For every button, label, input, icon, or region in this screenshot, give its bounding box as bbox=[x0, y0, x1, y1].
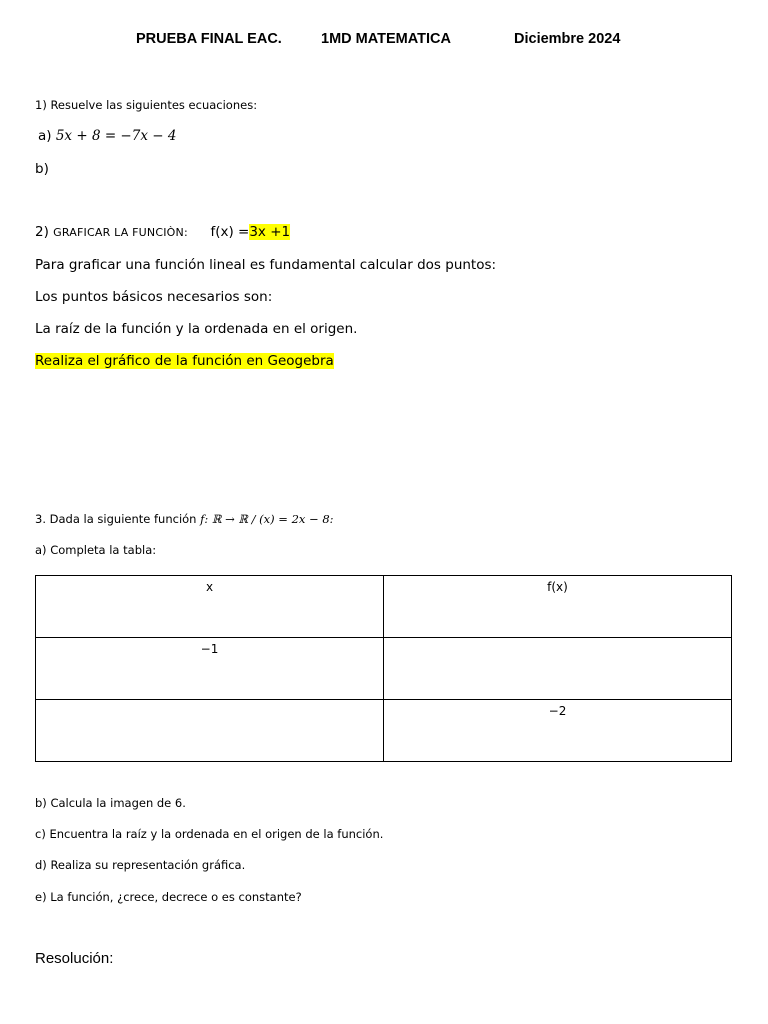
q2-title: GRAFICAR LA FUNCIÒN: bbox=[53, 226, 188, 239]
q2-highlight-text: Realiza el gráfico de la función en Geogebra bbox=[35, 353, 334, 369]
q1-a bbox=[38, 128, 176, 144]
q3-a: a) Completa la tabla: bbox=[35, 543, 157, 557]
exam-date: Diciembre 2024 bbox=[514, 31, 621, 47]
course-name: 1MD MATEMATICA bbox=[321, 31, 451, 47]
q1-a-equation: 5x + 8 = −7x − 4 bbox=[55, 128, 177, 144]
q1-prompt: 1) Resuelve las siguientes ecuaciones: bbox=[35, 98, 258, 112]
q3-function: f: ℝ → ℝ / (x) = 2x − 8: bbox=[200, 512, 334, 526]
exam-title: PRUEBA FINAL EAC. bbox=[136, 31, 282, 47]
q3-d: d) Realiza su representación gráfica. bbox=[35, 858, 246, 872]
q2-highlight-instruction bbox=[35, 353, 334, 369]
table-row bbox=[36, 638, 732, 700]
q3-c: c) Encuentra la raíz y la ordenada en el origen de la función. bbox=[35, 827, 384, 841]
q2-fx-expression: 3x +1 bbox=[249, 224, 291, 240]
table-cell[interactable]: −2 bbox=[384, 700, 732, 762]
q2-line-1: Para graficar una función lineal es fundamental calcular dos puntos: bbox=[35, 257, 497, 273]
table-cell[interactable] bbox=[384, 638, 732, 700]
q1-b-label: b) bbox=[35, 161, 49, 177]
table-row bbox=[36, 700, 732, 762]
table-header-row bbox=[36, 576, 732, 638]
q3-b: b) Calcula la imagen de 6. bbox=[35, 796, 186, 810]
q2-heading bbox=[35, 224, 290, 240]
table-header-x: x bbox=[36, 576, 384, 638]
table-cell[interactable]: −1 bbox=[36, 638, 384, 700]
table-header-fx: f(x) bbox=[384, 576, 732, 638]
q2-fx-prefix: f(x) = bbox=[210, 224, 250, 240]
q3-intro-text: 3. Dada la siguiente función bbox=[35, 512, 197, 526]
table-cell[interactable] bbox=[36, 700, 384, 762]
q2-number: 2) bbox=[35, 224, 49, 240]
resolution-heading: Resolución: bbox=[35, 950, 114, 967]
q1-a-label: a) bbox=[38, 128, 52, 144]
q2-line-3: La raíz de la función y la ordenada en el origen. bbox=[35, 321, 358, 337]
q2-line-2: Los puntos básicos necesarios son: bbox=[35, 289, 273, 305]
q3-e: e) La función, ¿crece, decrece o es constante? bbox=[35, 890, 302, 904]
q3-intro bbox=[35, 512, 334, 526]
values-table bbox=[35, 575, 732, 762]
